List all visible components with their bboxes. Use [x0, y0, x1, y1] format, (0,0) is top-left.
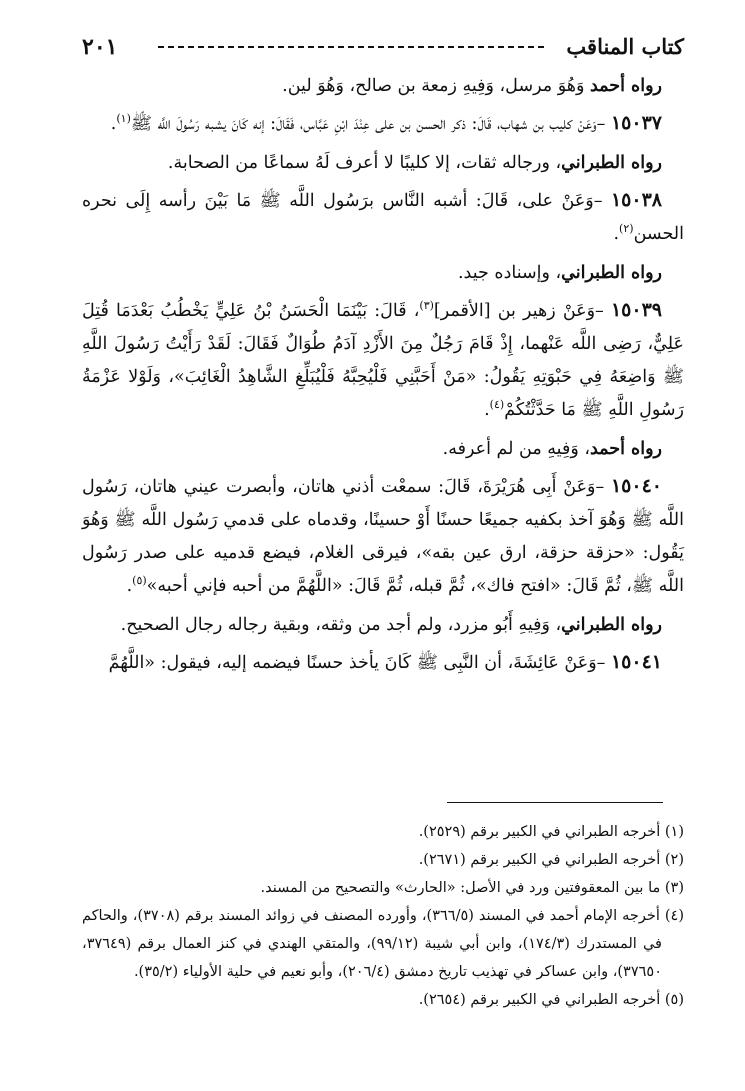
page-header: [82, 30, 684, 64]
footnote-ref: (٢): [619, 222, 634, 236]
footnote-separator: [447, 802, 663, 803]
narrator-label: رواه الطبراني: [561, 263, 662, 283]
narrator-label: رواه الطبراني: [561, 153, 662, 173]
narrator-label: رواه أحمد: [589, 439, 662, 459]
header-dashed-rule: [158, 46, 544, 48]
footnote-item: (٣) ما بين المعقوفتين ورد في الأصل: «الحارث» والتصحيح من المسند.: [260, 880, 684, 896]
footnote-ref: (١): [116, 112, 131, 126]
hadith-text: –وَعَنْ عَائِشَةَ، أن النَّبِى ﷺ كَانَ يأخذ حسنًا فيضمه إليه، فيقول: «اللَّهُمَّ: [108, 653, 611, 673]
narration-text: ، وَفِيهِ أَبُو مزرد، ولم أجد من وثقه، وبقية رجاله رجال الصحيح.: [120, 615, 562, 635]
running-title: كتاب المناقب: [566, 34, 684, 59]
narrator-label: رواه الطبراني: [561, 615, 662, 635]
hadith-text: –وَعَنْ على، قَالَ: أشبه النَّاس برَسُول اللَّه ﷺ مَا بَيْنَ رأسه إِلَى نحره الحسن: [82, 191, 684, 244]
narration-note: [82, 433, 684, 466]
narration-text: وَهُوَ مرسل، وَفِيهِ زمعة بن صالح، وَهُوَ لين.: [282, 76, 590, 96]
hadith-number: ١٥٠٤١: [610, 651, 662, 673]
hadith-text: ، قَالَ: بَيْنَمَا الْحَسَنُ بْنُ عَلِيٍّ يَخْطُبُ بَعْدَمَا قُتِلَ عَلِيٌّ، رَضِى اللَّه عَنْهما، إِذْ قَامَ رَجُلٌ مِنَ الأَزْدِ آدَمُ طُوَالٌ فَقَالَ: لَقَدْ رَأَيْتُ رَسُولَ اللَّهِ ﷺ وَاضِعَهُ فِي حَبْوَتِهِ يَقُولُ: «مَنْ أَحَبَّنِي فَلْيُحِبَّهُ فَلْيُبَلِّغِ الشَّاهِدُ الْغَائِبَ»، وَلَوْلا عَزْمَةُ رَسُولِ اللَّهِ ﷺ مَا حَدَّثْتُكُمْ: [82, 301, 684, 420]
narration-text: ، وَفِيهِ من لم أعرفه.: [442, 439, 590, 459]
hadith-15039: ١٥٠٣٩ –وَعَنْ زهير بن [الأقمر]$^{(٣)}$، قَالَ: بَيْنَمَا الْحَسَنُ بْنُ عَلِيٍّ يَخْطُبُ بَعْدَمَا قُتِلَ عَلِيٌّ، رَضِى اللَّه عَنْهما، إِذْ قَامَ رَجُلٌ مِنَ الأَزْدِ آدَمُ طُوَالٌ فَقَالَ: لَقَدْ رَأَيْتُ رَسُولَ اللَّهِ ﷺ وَاضِعَهُ فِي حَبْوَتِهِ يَقُولُ: «مَنْ أَحَبَّنِي فَلْيُحِبَّهُ فَلْيُبَلِّغِ الشَّاهِدُ الْغَائِبَ»، وَلَوْلا عَزْمَةُ رَسُولِ اللَّهِ ﷺ مَا حَدَّثْتُكُمْ$^{(٤)}$.: [82, 299, 684, 420]
hadith-text: –وَعَنْ كليب بن شهاب، قَالَ: ذكر الحسن بن على عِنْدَ ابْنِ عَبَّاس، فَقَالَ: إنه كَانَ يشبه رَسُولَ اللَّه ﷺ: [130, 114, 611, 134]
narration-text: ، ورجاله ثقات، إلا كليبًا لا أعرف لَهُ سماعًا من الصحابة.: [167, 153, 562, 173]
footnote-ref: (٣): [419, 299, 434, 313]
hadith-number: ١٥٠٣٧: [610, 112, 662, 134]
page-number: ٢٠١: [82, 34, 118, 60]
footnote-item: (١) أخرجه الطبراني في الكبير برقم (٢٥٢٩).: [418, 824, 684, 840]
hadith-15040: ١٥٠٤٠ –وَعَنْ أَبِى هُرَيْرَةَ، قَالَ: سمعْت أذني هاتان، وأبصرت عيني هاتان، رَسُول اللَّه ﷺ وَهُوَ آخذ بكفيه جميعًا حسنًا أَوْ حسينًا، وقدماه على قدمي رَسُول اللَّه ﷺ وَهُوَ يَقُول: «حزقة حزقة، ارق عين بقه»، فيرقى الغلام، فيضع قدميه على صدر رَسُول اللَّه ﷺ، ثُمَّ قَالَ: «افتح فاك»، ثُمَّ قبله، ثُمَّ قَالَ: «اللَّهُمَّ من أحبه فإني أحبه»$^{(٥)}$.: [82, 475, 684, 596]
hadith-text: –وَعَنْ زهير بن [الأقمر]: [433, 301, 611, 321]
footnote-item: (٥) أخرجه الطبراني في الكبير برقم (٢٦٥٤).: [418, 992, 684, 1008]
hadith-number: ١٥٠٣٩: [610, 299, 662, 321]
hadith-15037: ١٥٠٣٧ –وَعَنْ كليب بن شهاب، قَالَ: ذكر الحسن بن على عِنْدَ ابْنِ عَبَّاس، فَقَالَ: إنه كَانَ يشبه رَسُولَ اللَّه ﷺ$^{(١)}$.: [110, 112, 662, 134]
footnote-item: (٢) أخرجه الطبراني في الكبير برقم (٢٦٧١).: [418, 852, 684, 868]
footnote-item: (٤) أخرجه الإمام أحمد في المسند (٣٦٦/٥)، وأورده المصنف في زوائد المسند برقم (٣٧٠٨)، والحاكم في المستدرك (١٧٤/٣)، وابن أبي شيبة (٩٩/١٢)، والمتقي الهندي في كنز العمال برقم (٣٧٦٤٩، ٣٧٦٥٠)، وابن عساكر في تهذيب تاريخ دمشق (٢٠٦/٤)، وأبو نعيم في حلية الأولياء (٣٥/٢).: [82, 908, 684, 980]
narrator-label: رواه أحمد: [589, 76, 662, 96]
hadith-15038: ١٥٠٣٨ –وَعَنْ على، قَالَ: أشبه النَّاس برَسُول اللَّه ﷺ مَا بَيْنَ رأسه إِلَى نحره الحسن$^{(٢)}$.: [82, 189, 684, 244]
narration-note: [82, 257, 684, 290]
narration-note: [82, 609, 684, 642]
hadith-15041: [82, 646, 684, 680]
narration-note: [82, 70, 684, 103]
main-text: [82, 70, 684, 686]
hadith-number: ١٥٠٣٨: [610, 189, 662, 211]
footnote-ref: (٤): [489, 398, 505, 412]
footnote-ref: (٥): [132, 574, 147, 588]
hadith-text: –وَعَنْ أَبِى هُرَيْرَةَ، قَالَ: سمعْت أذني هاتان، وأبصرت عيني هاتان، رَسُول اللَّه ﷺ وَهُوَ آخذ بكفيه جميعًا حسنًا أَوْ حسينًا، وقدماه على قدمي رَسُول اللَّه ﷺ وَهُوَ يَقُول: «حزقة حزقة، ارق عين بقه»، فيرقى الغلام، فيضع قدميه على صدر رَسُول اللَّه ﷺ، ثُمَّ قَالَ: «افتح فاك»، ثُمَّ قبله، ثُمَّ قَالَ: «اللَّهُمَّ من أحبه فإني أحبه»: [82, 477, 684, 596]
narration-note: [82, 147, 684, 180]
narration-text: ، وإسناده جيد.: [457, 263, 562, 283]
hadith-number: ١٥٠٤٠: [610, 475, 662, 497]
footnotes: [82, 818, 684, 1014]
